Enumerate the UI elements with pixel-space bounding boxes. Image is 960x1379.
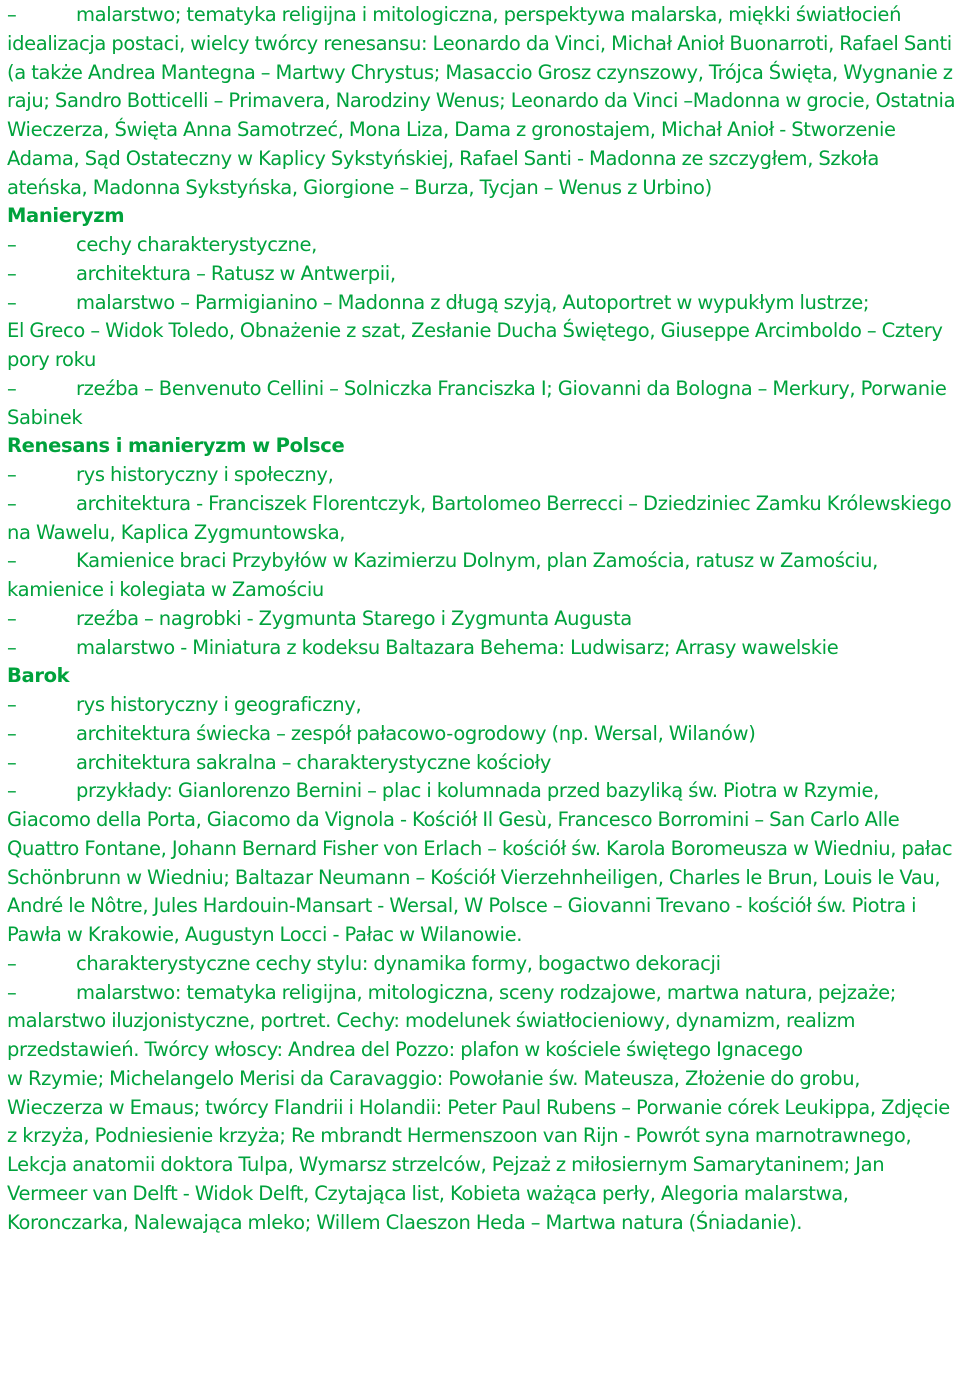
bullet-text: architektura sakralna – charakterystyczne kościoły xyxy=(76,750,552,774)
section-heading: Renesans i manieryzm w Polsce xyxy=(7,434,345,458)
bullet-paragraph xyxy=(7,749,960,778)
bullet-dash: – xyxy=(7,635,17,659)
bullet-dash: – xyxy=(7,779,17,803)
bullet-paragraph xyxy=(7,979,960,1065)
bullet-paragraph xyxy=(7,375,960,433)
bullet-text: rzeźba – nagrobki - Zygmunta Starego i Zygmunta Augusta xyxy=(76,606,632,630)
bullet-paragraph xyxy=(7,289,960,318)
bullet-text: Kamienice braci Przybyłów w Kazimierzu Dolnym, plan Zamościa, ratusz w Zamościu, kamienice i kolegiata w Zamościu xyxy=(7,549,878,601)
bullet-dash: – xyxy=(7,693,17,716)
bullet-text: architektura - Franciszek Florentczyk, Bartolomeo Berrecci – Dziedziniec Zamku Królewskiego na Wawelu, Kaplica Zygmuntowska, xyxy=(7,491,952,544)
bullet-paragraph xyxy=(7,461,960,490)
bullet-text: malarstwo; tematyka religijna i mitologiczna, perspektywa malarska, miękki światłocień idealizacja postaci, wielcy twórcy renesansu: Leonardo da Vinci, Michał Anioł Buonarroti, Rafael Santi (a także Andrea Mantegna – Martwy Chrystus; Masaccio Grosz czynszowy, Trójca Święta, Wygnanie z raju; Sandro Botticelli – Primavera, Narodziny Wenus; Leonardo da Vinci –Madonna w grocie, Ostatnia Wieczerza, Święta Anna Samotrzeć, Mona Liza, Dama z gronostajem, Michał Anioł - Stworzenie Adama, Sąd Ostateczny w Kaplicy Sykstyńskiej, Rafael Santi - Madonna ze szczygłem, Szkoła ateńska, Madonna Sykstyńska, Giorgione – Burza, Tycjan – Wenus z Urbino) xyxy=(7,3,956,199)
bullet-text: charakterystyczne cechy stylu: dynamika formy, bogactwo dekoracji xyxy=(76,951,721,975)
bullet-dash: – xyxy=(7,750,17,774)
bullet-text: malarstwo: tematyka religijna, mitologiczna, sceny rodzajowe, martwa natura, pejzaże; malarstwo iluzjonistyczne, portret. Cechy: modelunek światłocieniowy, dynamizm, realizm przedstawień. Twórcy włoscy: Andrea del Pozzo: plafon w kościele świętego Ignacego xyxy=(7,980,896,1061)
section-heading: Barok xyxy=(7,664,70,688)
bullet-dash: – xyxy=(7,951,17,975)
bullet-text: przykłady: Gianlorenzo Bernini – plac i kolumnada przed bazyliką św. Piotra w Rzymie, Giacomo della Porta, Giacomo da Vignola - Kościół Il Gesù, Francesco Borromini – San Carlo Alle Quattro Fontane, Johann Bernard Fisher von Erlach – kościół św. Karola Boromeusza w Wiedniu, pałac Schönbrunn w Wiedniu; Baltazar Neumann – Kościół Vierzehnheiligen, Charles le Brun, Louis le Vau, André le Nôtre, Jules Hardouin-Mansart - Wersal, W Polsce – Giovanni Trevano - kościół św. Piotra i Pawła w Krakowie, Augustyn Locci - Pałac w Wilanowie. xyxy=(7,779,953,946)
bullet-dash: – xyxy=(7,721,17,745)
bullet-dash: – xyxy=(7,980,17,1004)
document-body xyxy=(7,0,960,1237)
bullet-dash: – xyxy=(7,261,17,285)
bullet-paragraph xyxy=(7,547,960,605)
bullet-text: architektura – Ratusz w Antwerpii, xyxy=(76,261,396,285)
bullet-dash: – xyxy=(7,491,17,515)
bullet-dash: – xyxy=(7,290,17,314)
bullet-text: malarstwo – Parmigianino – Madonna z długą szyją, Autoportret w wypukłym lustrze; xyxy=(76,290,870,314)
bullet-text: rys historyczny i społeczny, xyxy=(76,463,334,486)
bullet-paragraph xyxy=(7,1,960,202)
bullet-paragraph xyxy=(7,950,960,979)
bullet-dash: – xyxy=(7,606,17,630)
bullet-text: rys historyczny i geograficzny, xyxy=(76,693,362,716)
bullet-dash: – xyxy=(7,549,17,573)
bullet-text: cechy charakterystyczne, xyxy=(76,233,317,256)
bullet-text: architektura świecka – zespół pałacowo-ogrodowy (np. Wersal, Wilanów) xyxy=(76,721,756,745)
bullet-text: rzeźba – Benvenuto Cellini – Solniczka Franciszka I; Giovanni da Bologna – Merkury, Porwanie Sabinek xyxy=(7,376,947,429)
bullet-paragraph xyxy=(7,691,960,720)
bullet-paragraph xyxy=(7,777,960,950)
bullet-paragraph xyxy=(7,231,960,260)
bullet-paragraph xyxy=(7,605,960,634)
bullet-paragraph xyxy=(7,260,960,289)
section-heading: Manieryzm xyxy=(7,204,125,228)
bullet-paragraph xyxy=(7,490,960,548)
text-paragraph: w Rzymie; Michelangelo Merisi da Caravaggio: Powołanie św. Mateusza, Złożenie do grobu, Wieczerza w Emaus; twórcy Flandrii i Holandii: Peter Paul Rubens – Porwanie córek Leukippa, Zdjęcie z krzyża, Podniesienie krzyża; Re mbrandt Hermenszoon van Rijn - Powrót syna marnotrawnego, Lekcja anatomii doktora Tulpa, Wymarsz strzelców, Pejzaż z miłosiernym Samarytaninem; Jan Vermeer van Delft - Widok Delft, Czytająca list, Kobieta ważąca perły, Alegoria malarstwa, Koronczarka, Nalewająca mleko; Willem Claeszon Heda – Martwa natura (Śniadanie). xyxy=(7,1066,950,1234)
bullet-dash: – xyxy=(7,3,17,26)
bullet-dash: – xyxy=(7,233,17,256)
bullet-dash: – xyxy=(7,376,17,400)
bullet-text: malarstwo - Miniatura z kodeksu Baltazara Behema: Ludwisarz; Arrasy wawelskie xyxy=(76,635,839,659)
bullet-paragraph xyxy=(7,634,960,663)
bullet-dash: – xyxy=(7,463,17,486)
bullet-paragraph xyxy=(7,720,960,749)
text-paragraph: El Greco – Widok Toledo, Obnażenie z szat, Zesłanie Ducha Świętego, Giuseppe Arcimboldo – Cztery pory roku xyxy=(7,319,943,371)
